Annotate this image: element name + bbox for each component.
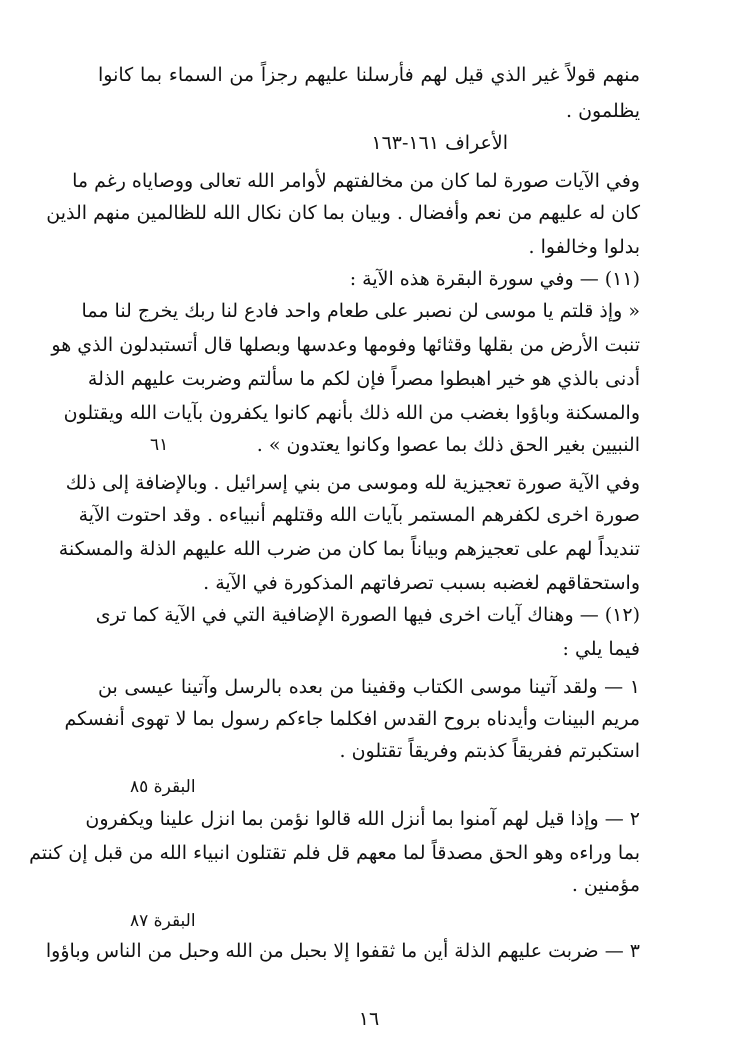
verse-number: ٦١ — [150, 435, 169, 455]
text-line: يظلمون . — [566, 100, 640, 122]
verse-line: مريم البينات وأيدناه بروح القدس افكلما جاءكم رسول بما لا تهوى أنفسكم — [64, 708, 640, 730]
verse-line: مؤمنين . — [571, 874, 640, 896]
text-line: وفي الآية صورة تعجيزية لله وموسى من بني إسرائيل . وبالإضافة إلى ذلك — [65, 472, 640, 494]
section-reference: الأعراف ١٦١-١٦٣ — [371, 132, 508, 154]
text-line: واستحقاقهم لغضبه بسبب تصرفاتهم المذكورة في الآية . — [203, 572, 640, 594]
text-line: صورة اخرى لكفرهم المستمر بآيات الله وقتلهم أنبياءه . وقد احتوت الآية — [78, 504, 640, 526]
verse-line: ١ — ولقد آتينا موسى الكتاب وقفينا من بعده بالرسل وآتينا عيسى بن — [98, 676, 640, 698]
quote-line: أدنى بالذي هو خير اهبطوا مصراً فإن لكم ما سألتم وضربت عليهم الذلة — [87, 368, 640, 390]
text-line: منهم قولاً غير الذي قيل لهم فأرسلنا عليهم رجزاً من السماء بما كانوا — [98, 64, 640, 86]
text-line: بدلوا وخالفوا . — [528, 236, 640, 258]
verse-line: بما وراءه وهو الحق مصدقاً لما معهم قل فلم تقتلون انبياء الله من قبل إن كنتم — [29, 842, 640, 864]
text-line: كان له عليهم من نعم وأفضال . وبيان بما كان نكال الله للظالمين منهم الذين — [46, 202, 640, 224]
page-number: ١٦ — [358, 1008, 380, 1030]
text-line: تنديداً لهم على تعجيزهم وبياناً بما كان من ضرب الله عليهم الذلة والمسكنة — [58, 538, 640, 560]
quote-line: النبيين بغير الحق ذلك بما عصوا وكانوا يعتدون » . — [256, 434, 640, 456]
verse-line: ٢ — وإذا قيل لهم آمنوا بما أنزل الله قالوا نؤمن بما انزل علينا ويكفرون — [85, 808, 640, 830]
text-line: وفي الآيات صورة لما كان من مخالفتهم لأوامر الله تعالى ووصاياه رغم ما — [72, 170, 640, 192]
quote-line: تنبت الأرض من بقلها وقثائها وفومها وعدسها وبصلها قال أتستبدلون الذي هو — [51, 334, 640, 356]
surah-reference: البقرة ٨٥ — [130, 777, 196, 797]
verse-line: ٣ — ضربت عليهم الذلة أين ما ثقفوا إلا بحبل من الله وحبل من الناس وباؤوا — [45, 940, 640, 962]
surah-reference: البقرة ٨٧ — [130, 911, 196, 931]
verse-line: استكبرتم ففريقاً كذبتم وفريقاً تقتلون . — [339, 740, 640, 762]
numbered-heading: (١١) — وفي سورة البقرة هذه الآية : — [349, 268, 640, 290]
quote-line: « وإذ قلتم يا موسى لن نصبر على طعام واحد فادع لنا ربك يخرج لنا مما — [81, 300, 640, 322]
numbered-heading: (١٢) — وهناك آيات اخرى فيها الصورة الإضافية التي في الآية كما ترى — [95, 604, 640, 626]
text-line: فيما يلي : — [562, 638, 640, 660]
quote-line: والمسكنة وباؤوا بغضب من الله ذلك بأنهم كانوا يكفرون بآيات الله ويقتلون — [63, 402, 640, 424]
